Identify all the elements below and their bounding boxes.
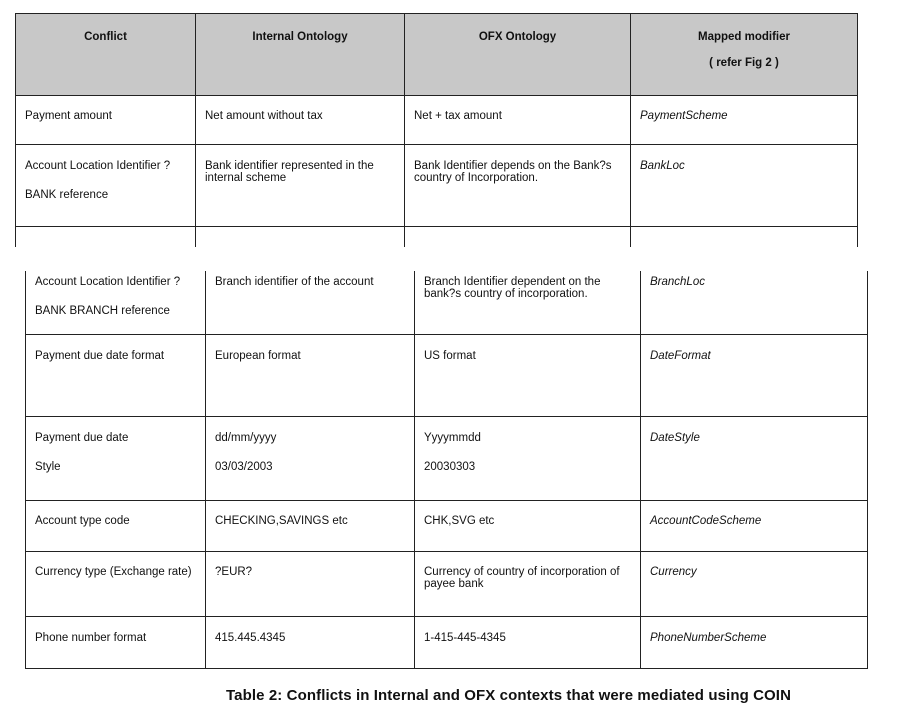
cell-modifier: BankLoc bbox=[631, 145, 858, 227]
cell-ofx bbox=[415, 417, 641, 501]
cell-ofx: 1-415-445-4345 bbox=[415, 617, 641, 669]
header-mapped-modifier bbox=[631, 14, 858, 96]
cell-conflict bbox=[16, 145, 196, 227]
cell-internal-line1: dd/mm/yyyy bbox=[215, 432, 277, 444]
cell-conflict: Payment due date format bbox=[26, 335, 206, 417]
cell-conflict: Account type code bbox=[26, 501, 206, 552]
cell-internal bbox=[206, 417, 415, 501]
cell-ofx: Net + tax amount bbox=[405, 96, 631, 145]
cell-internal: European format bbox=[206, 335, 415, 417]
table-row bbox=[26, 617, 868, 669]
header-mapped-modifier-note: ( refer Fig 2 ) bbox=[709, 57, 779, 69]
table-caption: Table 2: Conflicts in Internal and OFX contexts that were mediated using COIN bbox=[226, 687, 792, 704]
cell-modifier: PhoneNumberScheme bbox=[641, 617, 868, 669]
page-break-gap bbox=[0, 249, 900, 271]
cell-conflict-line2: Style bbox=[35, 461, 61, 473]
table-row bbox=[26, 271, 868, 335]
cell-conflict: Phone number format bbox=[26, 617, 206, 669]
cell-internal: CHECKING,SAVINGS etc bbox=[206, 501, 415, 552]
cell-internal: Branch identifier of the account bbox=[206, 271, 415, 335]
header-conflict: Conflict bbox=[16, 14, 196, 96]
cell-internal: Net amount without tax bbox=[196, 96, 405, 145]
header-ofx-ontology: OFX Ontology bbox=[405, 14, 631, 96]
conflicts-table-lower bbox=[25, 271, 868, 669]
cell-conflict-line1: Payment due date bbox=[35, 432, 129, 444]
cell-modifier: AccountCodeScheme bbox=[641, 501, 868, 552]
header-internal-ontology: Internal Ontology bbox=[196, 14, 405, 96]
cell-ofx: CHK,SVG etc bbox=[415, 501, 641, 552]
table-row bbox=[16, 145, 858, 227]
table-header-row bbox=[16, 14, 858, 96]
table-row bbox=[26, 552, 868, 617]
cell-ofx: Currency of country of incorporation of payee bank bbox=[415, 552, 641, 617]
cell-conflict: Payment amount bbox=[16, 96, 196, 145]
table-row bbox=[26, 335, 868, 417]
cell-modifier: BranchLoc bbox=[641, 271, 868, 335]
cell-modifier: Currency bbox=[641, 552, 868, 617]
cell-conflict bbox=[26, 417, 206, 501]
cell-conflict bbox=[26, 271, 206, 335]
cell-internal: ?EUR? bbox=[206, 552, 415, 617]
table-row bbox=[16, 96, 858, 145]
cell-internal: Bank identifier represented in the internal scheme bbox=[196, 145, 405, 227]
table-row-partial bbox=[16, 227, 858, 248]
cell-conflict-line2: BANK reference bbox=[25, 189, 109, 201]
cell-ofx-line1: Yyyymmdd bbox=[424, 432, 481, 444]
cell-conflict-line1: Account Location Identifier ? bbox=[35, 276, 181, 288]
cell-ofx: Bank Identifier depends on the Bank?s country of Incorporation. bbox=[405, 145, 631, 227]
cell-conflict: Currency type (Exchange rate) bbox=[26, 552, 206, 617]
cell-conflict-line2: BANK BRANCH reference bbox=[35, 305, 170, 317]
header-mapped-modifier-label: Mapped modifier bbox=[697, 31, 790, 43]
cell-ofx-line2: 20030303 bbox=[424, 461, 476, 473]
cell-modifier: DateFormat bbox=[641, 335, 868, 417]
conflicts-table-upper bbox=[15, 13, 858, 247]
cell-modifier: DateStyle bbox=[641, 417, 868, 501]
cell-conflict-line1: Account Location Identifier ? bbox=[25, 160, 171, 172]
cell-ofx: US format bbox=[415, 335, 641, 417]
cell-internal: 415.445.4345 bbox=[206, 617, 415, 669]
cell-internal-line2: 03/03/2003 bbox=[215, 461, 273, 473]
cell-ofx: Branch Identifier dependent on the bank?s country of incorporation. bbox=[415, 271, 641, 335]
table-row bbox=[26, 501, 868, 552]
table-row bbox=[26, 417, 868, 501]
cell-modifier: PaymentScheme bbox=[631, 96, 858, 145]
